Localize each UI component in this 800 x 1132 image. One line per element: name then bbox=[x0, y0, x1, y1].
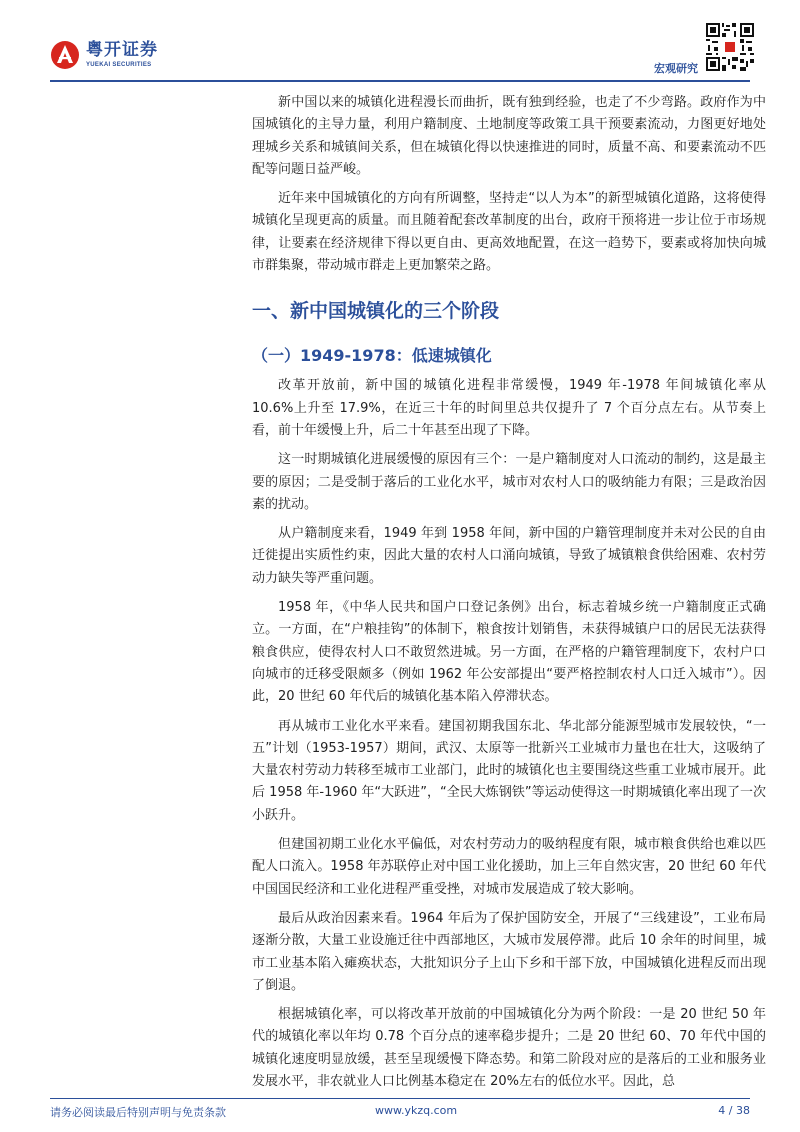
report-type-label: 宏观研究 bbox=[654, 62, 698, 75]
logo-english-name: YUEKAI SECURITIES bbox=[86, 62, 152, 68]
intro-paragraph: 近年来中国城镇化的方向有所调整，坚持走“以人为本”的新型城镇化道路，这将使得城镇化呈现更高的质量。而且随着配套改革制度的出台，政府干预将进一步让位于市场规律，让要素在经济规律下得以更自由、更高效地配置，在这一趋势下，要素或将加快向城市群集聚，带动城市群走上更加繁荣之路。 bbox=[252, 191, 766, 274]
body-paragraph: 从户籍制度来看，1949 年到 1958 年间，新中国的户籍管理制度并未对公民的自由迁徙提出实质性约束，因此大量的农村人口涌向城镇，导致了城镇粮食供给困难、农村劳动力缺失等严重问题。 bbox=[252, 526, 766, 586]
body-paragraph: 1958 年，《中华人民共和国户口登记条例》出台，标志着城乡统一户籍制度正式确立。一方面，在“户粮挂钩”的体制下，粮食按计划销售，未获得城镇户口的居民无法获得粮食供应，使得农村人口不敢贸然进城。另一方面，在严格的户籍管理制度下，农村户口向城市的迁移受限颇多（例如 1962 年公安部提出“要严格控制农村人口迁入城市”）。因此，20 世纪 60 年代后的城镇化基本陷入停滞状态。 bbox=[252, 600, 766, 705]
qr-code-icon bbox=[706, 23, 754, 71]
body-paragraph: 根据城镇化率，可以将改革开放前的中国城镇化分为两个阶段：一是 20 世纪 50 年代的城镇化率以年均 0.78 个百分点的速率稳步提升；二是 20 世纪 60、70 年代中国的城镇化速度明显放缓，甚至呈现缓慢下降态势。和第二阶段对应的是落后的工业和服务业发展水平，非农就业人口比例基本稳定在 20%左右的低位水平。因此，总 bbox=[252, 1007, 766, 1089]
company-logo bbox=[50, 40, 158, 70]
footer-disclaimer: 请务必阅读最后特别声明与免责条款 bbox=[50, 1106, 226, 1119]
yuekai-logo-icon bbox=[50, 40, 80, 70]
section-title: 一、新中国城镇化的三个阶段 bbox=[252, 300, 500, 323]
page-header bbox=[0, 0, 800, 84]
logo-chinese-name: 粤开证券 bbox=[86, 40, 158, 60]
footer-page-number: 4 / 38 bbox=[718, 1104, 750, 1117]
body-paragraph: 改革开放前，新中国的城镇化进程非常缓慢，1949 年-1978 年间城镇化率从 10.6%上升至 17.9%，在近三十年的时间里总共仅提升了 7 个百分点左右。从节奏上看，前十年缓慢上升，后二十年甚至出现了下降。 bbox=[252, 378, 766, 438]
body-paragraph: 再从城市工业化水平来看。建国初期我国东北、华北部分能源型城市发展较快，“一五”计划（1953-1957）期间，武汉、太原等一批新兴工业城市力量也在壮大，这吸纳了大量农村劳动力转移至城市工业部门，此时的城镇化也主要围绕这些重工业城市展开。此后 1958 年-1960 年“大跃进”，“全民大炼钢铁”等运动使得这一时期城镇化率出现了一次小跃升。 bbox=[252, 718, 766, 823]
footer-url: www.ykzq.com bbox=[375, 1104, 458, 1117]
body-paragraph: 这一时期城镇化进展缓慢的原因有三个：一是户籍制度对人口流动的制约，这是最主要的原因；二是受制于落后的工业化水平，城市对农村人口的吸纳能力有限；三是政治因素的扰动。 bbox=[252, 452, 766, 512]
body-paragraph: 但建国初期工业化水平偏低，对农村劳动力的吸纳程度有限，城市粮食供给也难以匹配人口流入。1958 年苏联停止对中国工业化援助，加上三年自然灾害，20 世纪 60 年代中国国民经济和工业化进程严重受挫，对城市发展造成了较大影响。 bbox=[252, 837, 766, 897]
subsection-title: （一）1949-1978：低速城镇化 bbox=[252, 346, 492, 366]
body-paragraph: 最后从政治因素来看。1964 年后为了保护国防安全，开展了“三线建设”，工业布局逐渐分散，大量工业设施迁往中西部地区，大城市发展停滞。此后 10 余年的时间里，城市工业基本陷入瘫痪状态，大批知识分子上山下乡和干部下放，中国城镇化进程反而出现了倒退。 bbox=[252, 910, 766, 993]
intro-paragraph: 新中国以来的城镇化进程漫长而曲折，既有独到经验，也走了不少弯路。政府作为中国城镇化的主导力量，利用户籍制度、土地制度等政策工具干预要素流动，力图更好地处理城乡关系和城镇间关系，但在城镇化得以快速推进的同时，质量不高、和要素流动不匹配等问题日益严峻。 bbox=[252, 95, 766, 177]
main-content bbox=[252, 92, 766, 1100]
header-divider bbox=[50, 80, 750, 82]
footer-divider bbox=[50, 1098, 750, 1099]
